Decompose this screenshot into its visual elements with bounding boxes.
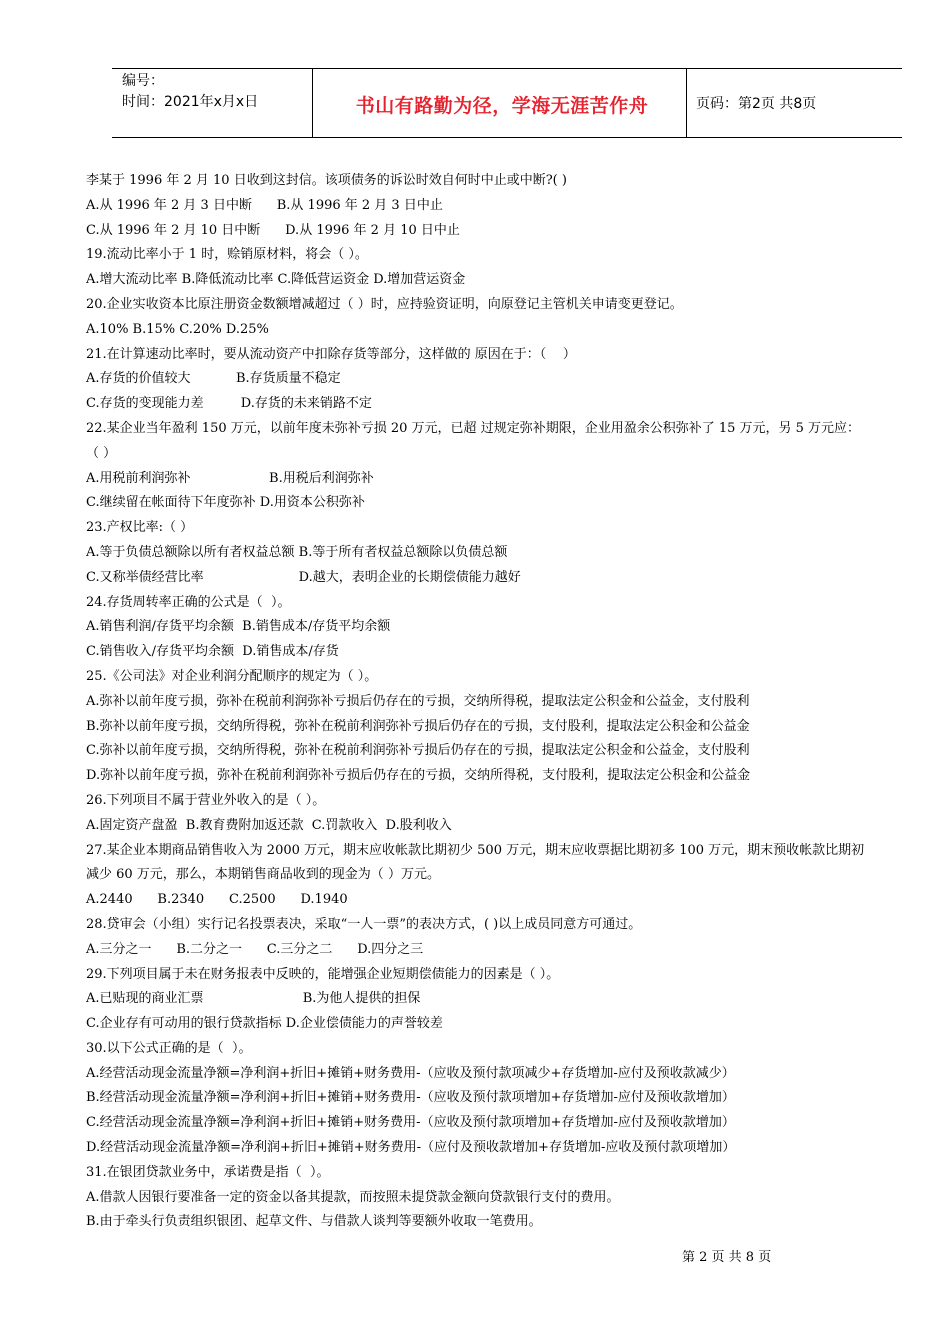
text-line: 19.流动比率小于 1 时，赊销原材料，将会（ ）。 [86,247,368,263]
text-line: C.销售收入/存货平均余额 D.销售成本/存货 [86,644,339,660]
text-line: A.三分之一 B.二分之一 C.三分之二 D.四分之三 [86,941,424,957]
text-line: A.弥补以前年度亏损，弥补在税前利润弥补亏损后仍存在的亏损，交纳所得税，提取法定公积金和公益金，支付股利 [86,693,750,709]
text-line: 李某于 1996 年 2 月 10 日收到这封信。该项债务的诉讼时效自何时中止或中断?( ) [86,173,567,188]
text-line: 减少 60 万元，那么，本期销售商品收到的现金为（ ）万元。 [86,867,440,883]
text-line: D.弥补以前年度亏损，弥补在税前利润弥补亏损后仍存在的亏损，交纳所得税，支付股利，提取法定公积金和公益金 [86,768,751,784]
text-line: C.企业存有可动用的银行贷款指标 D.企业偿债能力的声誉较差 [86,1016,443,1032]
text-line: 29.下列项目属于未在财务报表中反映的，能增强企业短期偿债能力的因素是（ ）。 [86,966,560,982]
header-divider-right [686,69,687,137]
text-line: 28.贷审会（小组）实行记名投票表决，采取“一人一票”的表决方式，( )以上成员同意方可通过。 [86,916,642,932]
text-line: A.2440 B.2340 C.2500 D.1940 [86,892,348,908]
text-line: A.固定资产盘盈 B.教育费附加返还款 C.罚款收入 D.股利收入 [86,817,452,833]
header-divider-left [312,69,313,137]
text-line: 26.下列项目不属于营业外收入的是（ ）。 [86,792,326,808]
text-line: A.用税前利润弥补 B.用税后利润弥补 [86,470,374,486]
text-line: 20.企业实收资本比原注册资金数额增减超过（ ）时，应持验资证明，向原登记主管机关申请变更登记。 [86,296,683,312]
text-line: 22.某企业当年盈利 150 万元，以前年度未弥补亏损 20 万元，已超 过规定弥补期限，企业用盈余公积弥补了 15 万元，另 5 万元应： [86,420,861,436]
text-line: 23.产权比率:（ ） [86,520,194,536]
text-line: 30.以下公式正确的是（ ）。 [86,1040,252,1056]
text-line: A.销售利润/存货平均余额 B.销售成本/存货平均余额 [86,619,391,635]
text-line: 24.存货周转率正确的公式是（ ）。 [86,594,291,610]
document-time-label: 时间：2021年x月x日 [122,94,259,110]
text-line: A.借款人因银行要准备一定的资金以备其提款，而按照未提贷款金额向贷款银行支付的费用。 [86,1189,620,1205]
text-line: B.由于牵头行负责组织银团、起草文件、与借款人谈判等要额外收取一笔费用。 [86,1214,542,1230]
text-line: 27.某企业本期商品销售收入为 2000 万元，期末应收帐款比期初少 500 万元，期末应收票据比期初多 100 万元，期末预收帐款比期初 [86,842,865,858]
text-line: C.存货的变现能力差 D.存货的未来销路不定 [86,396,372,412]
text-line: A.存货的价值较大 B.存货质量不稳定 [86,371,341,387]
text-line: A.从 1996 年 2 月 3 日中断 B.从 1996 年 2 月 3 日中止 [86,197,443,213]
document-number-label: 编号： [122,73,164,89]
text-line: D.经营活动现金流量净额=净利润+折旧+摊销+财务费用-（应付及预收款增加+存货增加-应收及预付款项增加） [86,1140,736,1156]
header-meta [122,71,258,113]
text-line: C.又称举债经营比率 D.越大，表明企业的长期偿债能力越好 [86,569,521,585]
text-line: （ ） [86,445,117,461]
text-line: A.10% B.15% C.20% D.25% [86,321,269,337]
header-motto: 书山有路勤为径，学海无涯苦作舟 [355,95,649,117]
text-line: A.等于负债总额除以所有者权益总额 B.等于所有者权益总额除以负债总额 [86,544,508,560]
page-header [112,68,902,138]
page-footer: 第 2 页 共 8 页 [682,1250,772,1265]
text-line: 25.《公司法》对企业利润分配顺序的规定为（ ）。 [86,668,378,684]
text-line: C.弥补以前年度亏损，交纳所得税，弥补在税前利润弥补亏损后仍存在的亏损，提取法定公积金和公益金，支付股利 [86,743,750,759]
document-body [86,169,936,1235]
text-line: B.弥补以前年度亏损，交纳所得税，弥补在税前利润弥补亏损后仍存在的亏损，支付股利，提取法定公积金和公益金 [86,718,750,734]
text-line: B.经营活动现金流量净额=净利润+折旧+摊销+财务费用-（应收及预付款项增加+存货增加-应付及预收款增加） [86,1090,735,1106]
text-line: 31.在银团贷款业务中，承诺费是指（ ）。 [86,1164,330,1180]
text-line: 21.在计算速动比率时，要从流动资产中扣除存货等部分，这样做的 原因在于：（ ） [86,346,576,362]
text-line: C.从 1996 年 2 月 10 日中断 D.从 1996 年 2 月 10 日中止 [86,222,460,238]
text-line: A.已贴现的商业汇票 B.为他人提供的担保 [86,991,421,1007]
text-line: A.经营活动现金流量净额=净利润+折旧+摊销+财务费用-（应收及预付款项减少+存货增加-应付及预收款减少） [86,1065,735,1081]
text-line: C.继续留在帐面待下年度弥补 D.用资本公积弥补 [86,495,365,511]
header-page-label: 页码：第2页 共8页 [696,96,817,112]
text-line: C.经营活动现金流量净额=净利润+折旧+摊销+财务费用-（应收及预付款项增加+存货增加-应付及预收款增加） [86,1115,735,1131]
text-line: A.增大流动比率 B.降低流动比率 C.降低营运资金 D.增加营运资金 [86,272,466,288]
